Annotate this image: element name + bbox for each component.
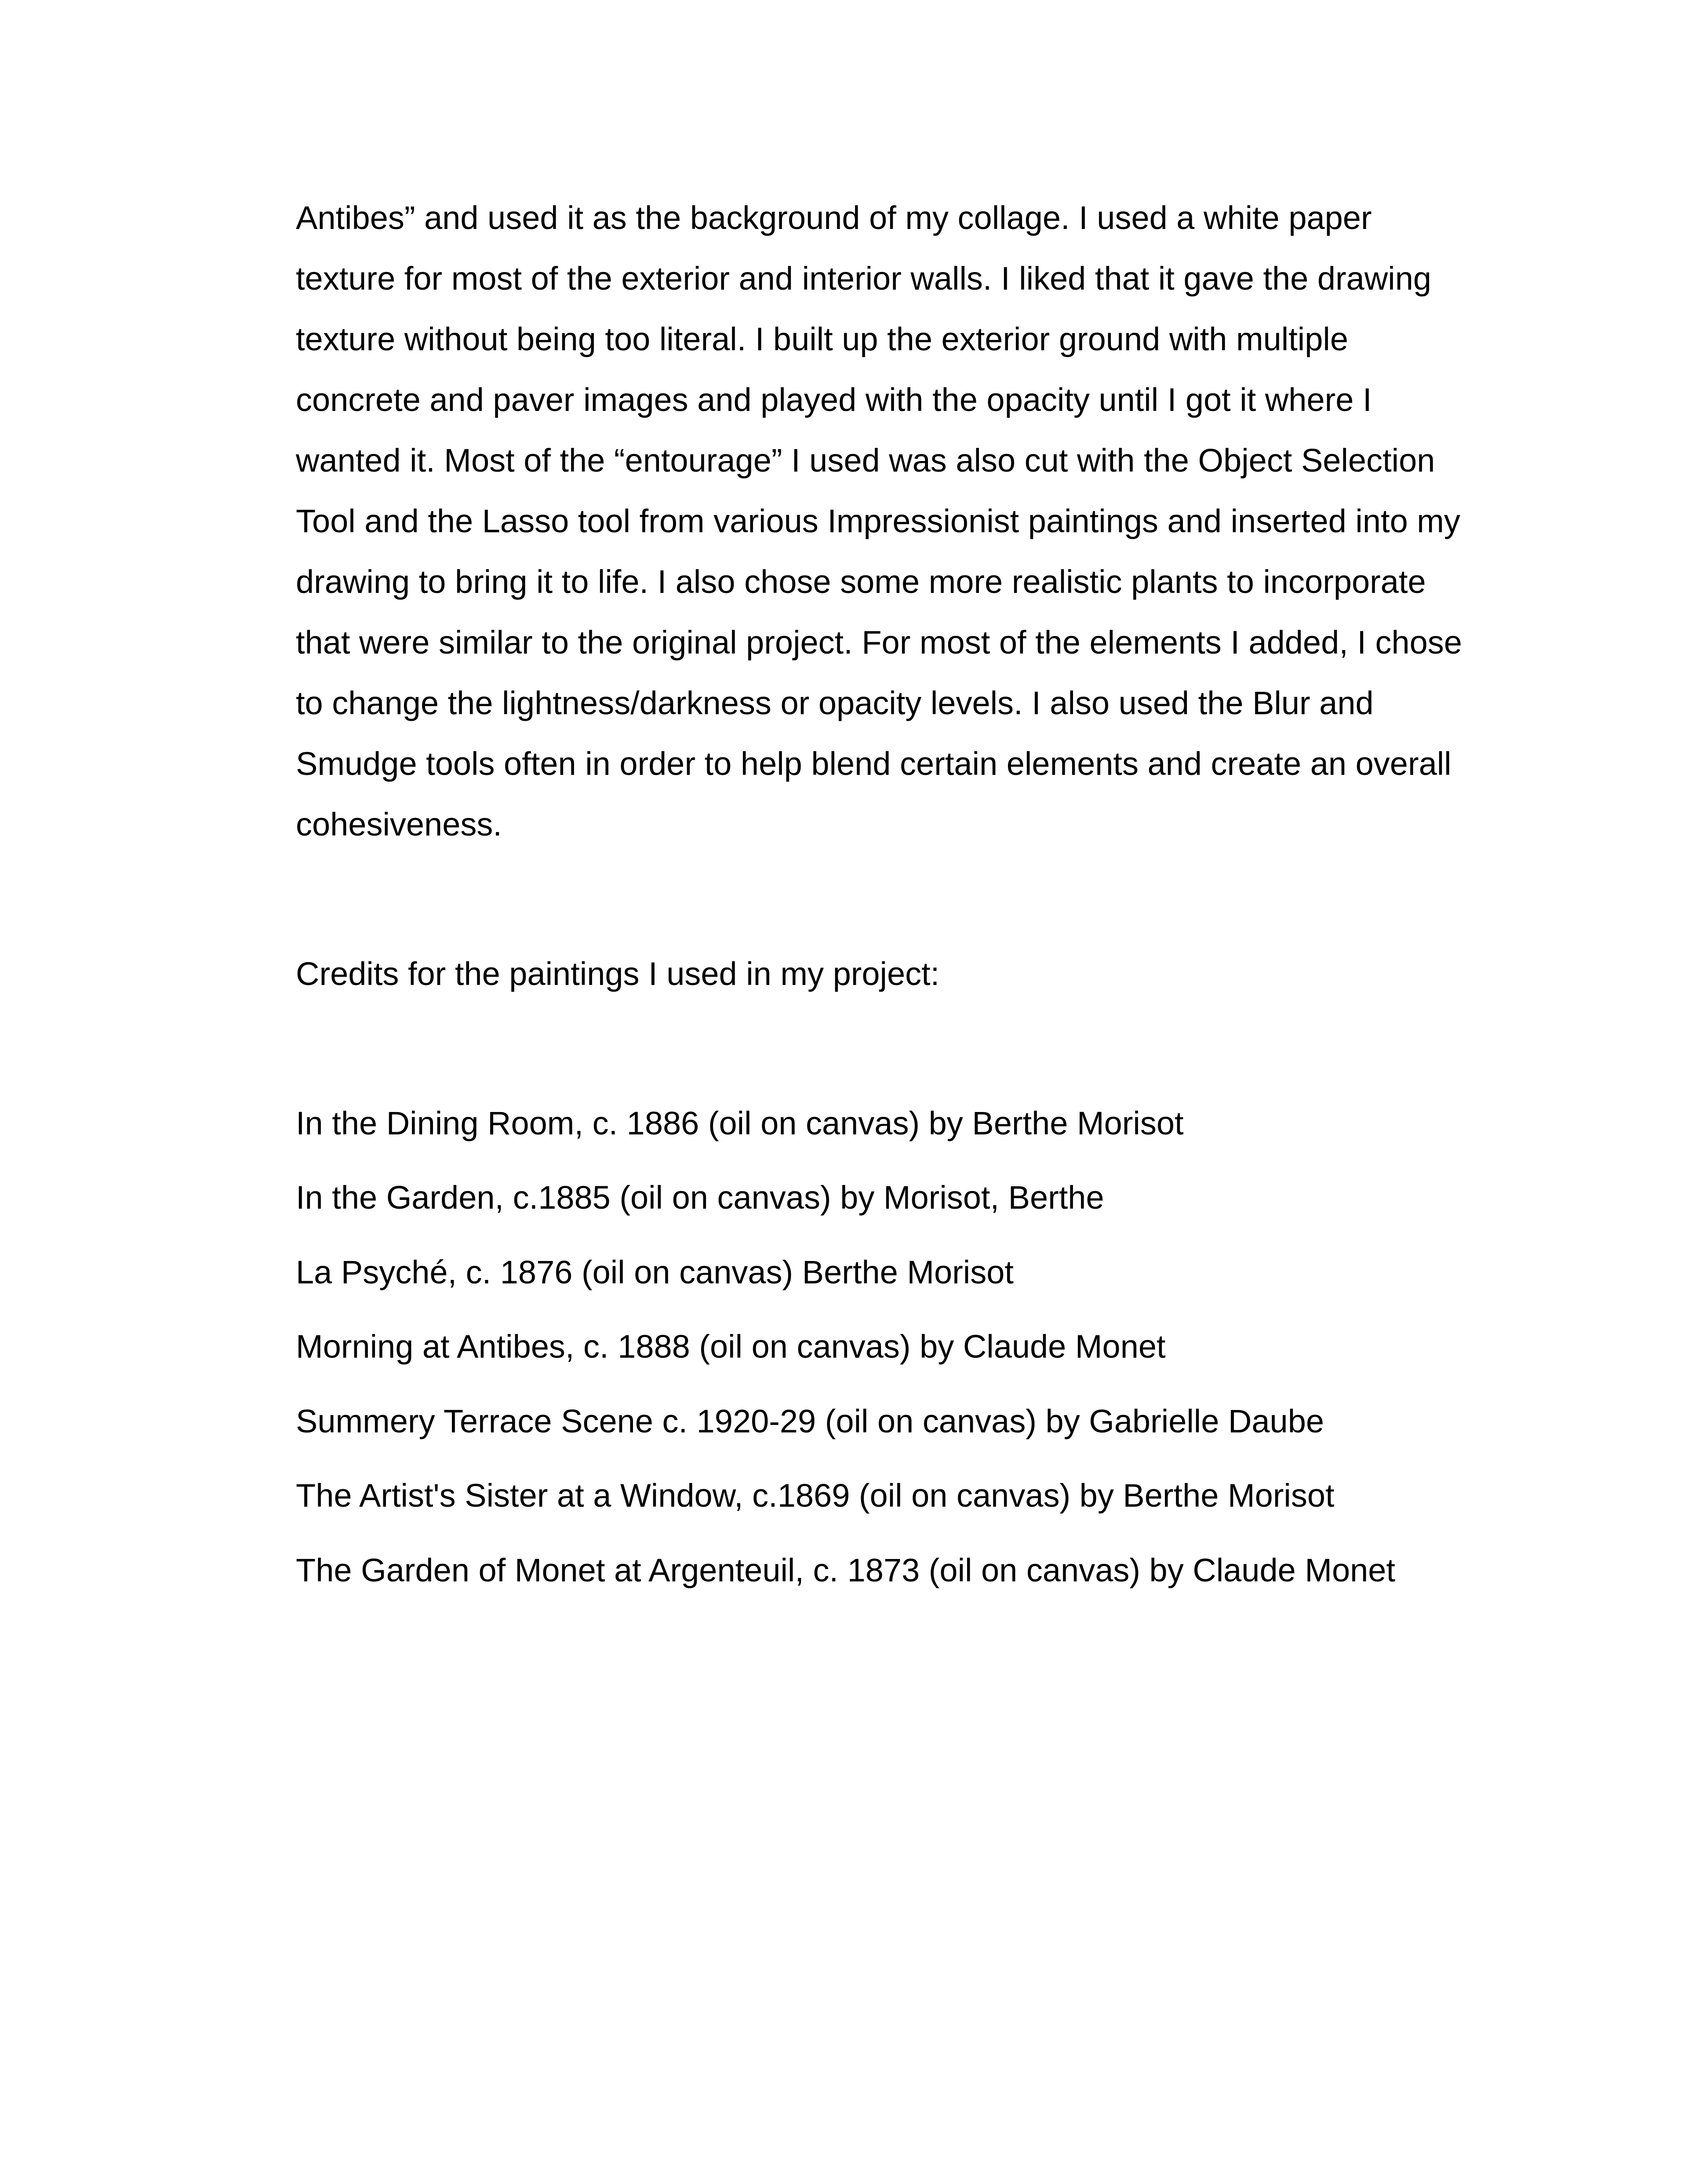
credit-item: The Artist's Sister at a Window, c.1869 (oil on canvas) by Berthe Morisot xyxy=(296,1477,1335,1514)
paragraph-line: concrete and paver images and played with the opacity until I got it where I xyxy=(296,382,1372,418)
credit-item: La Psyché, c. 1876 (oil on canvas) Berthe Morisot xyxy=(296,1254,1014,1290)
credit-item: The Garden of Monet at Argenteuil, c. 1873 (oil on canvas) by Claude Monet xyxy=(296,1552,1396,1588)
paragraph-line: texture without being too literal. I built up the exterior ground with multiple xyxy=(296,321,1348,357)
paragraph-line: Antibes” and used it as the background of my collage. I used a white paper xyxy=(296,200,1372,236)
paragraph-line: texture for most of the exterior and interior walls. I liked that it gave the drawing xyxy=(296,260,1432,297)
paragraph-line: wanted it. Most of the “entourage” I used was also cut with the Object Selection xyxy=(296,442,1435,479)
credits-heading: Credits for the paintings I used in my project: xyxy=(296,956,940,992)
paragraph-line: that were similar to the original project. For most of the elements I added, I chose xyxy=(296,624,1462,661)
paragraph-line: cohesiveness. xyxy=(296,806,502,843)
paragraph-line: Smudge tools often in order to help blend certain elements and create an overall xyxy=(296,745,1452,782)
credit-item: Summery Terrace Scene c. 1920-29 (oil on canvas) by Gabrielle Daube xyxy=(296,1403,1324,1439)
paragraph-line: drawing to bring it to life. I also chose some more realistic plants to incorporate xyxy=(296,563,1426,600)
credit-item: In the Dining Room, c. 1886 (oil on canvas) by Berthe Morisot xyxy=(296,1105,1184,1141)
paragraph-line: Tool and the Lasso tool from various Impressionist paintings and inserted into my xyxy=(296,503,1460,539)
paragraph-line: to change the lightness/darkness or opacity levels. I also used the Blur and xyxy=(296,685,1374,721)
credit-item: Morning at Antibes, c. 1888 (oil on canvas) by Claude Monet xyxy=(296,1328,1166,1365)
credit-item: In the Garden, c.1885 (oil on canvas) by Morisot, Berthe xyxy=(296,1179,1104,1216)
